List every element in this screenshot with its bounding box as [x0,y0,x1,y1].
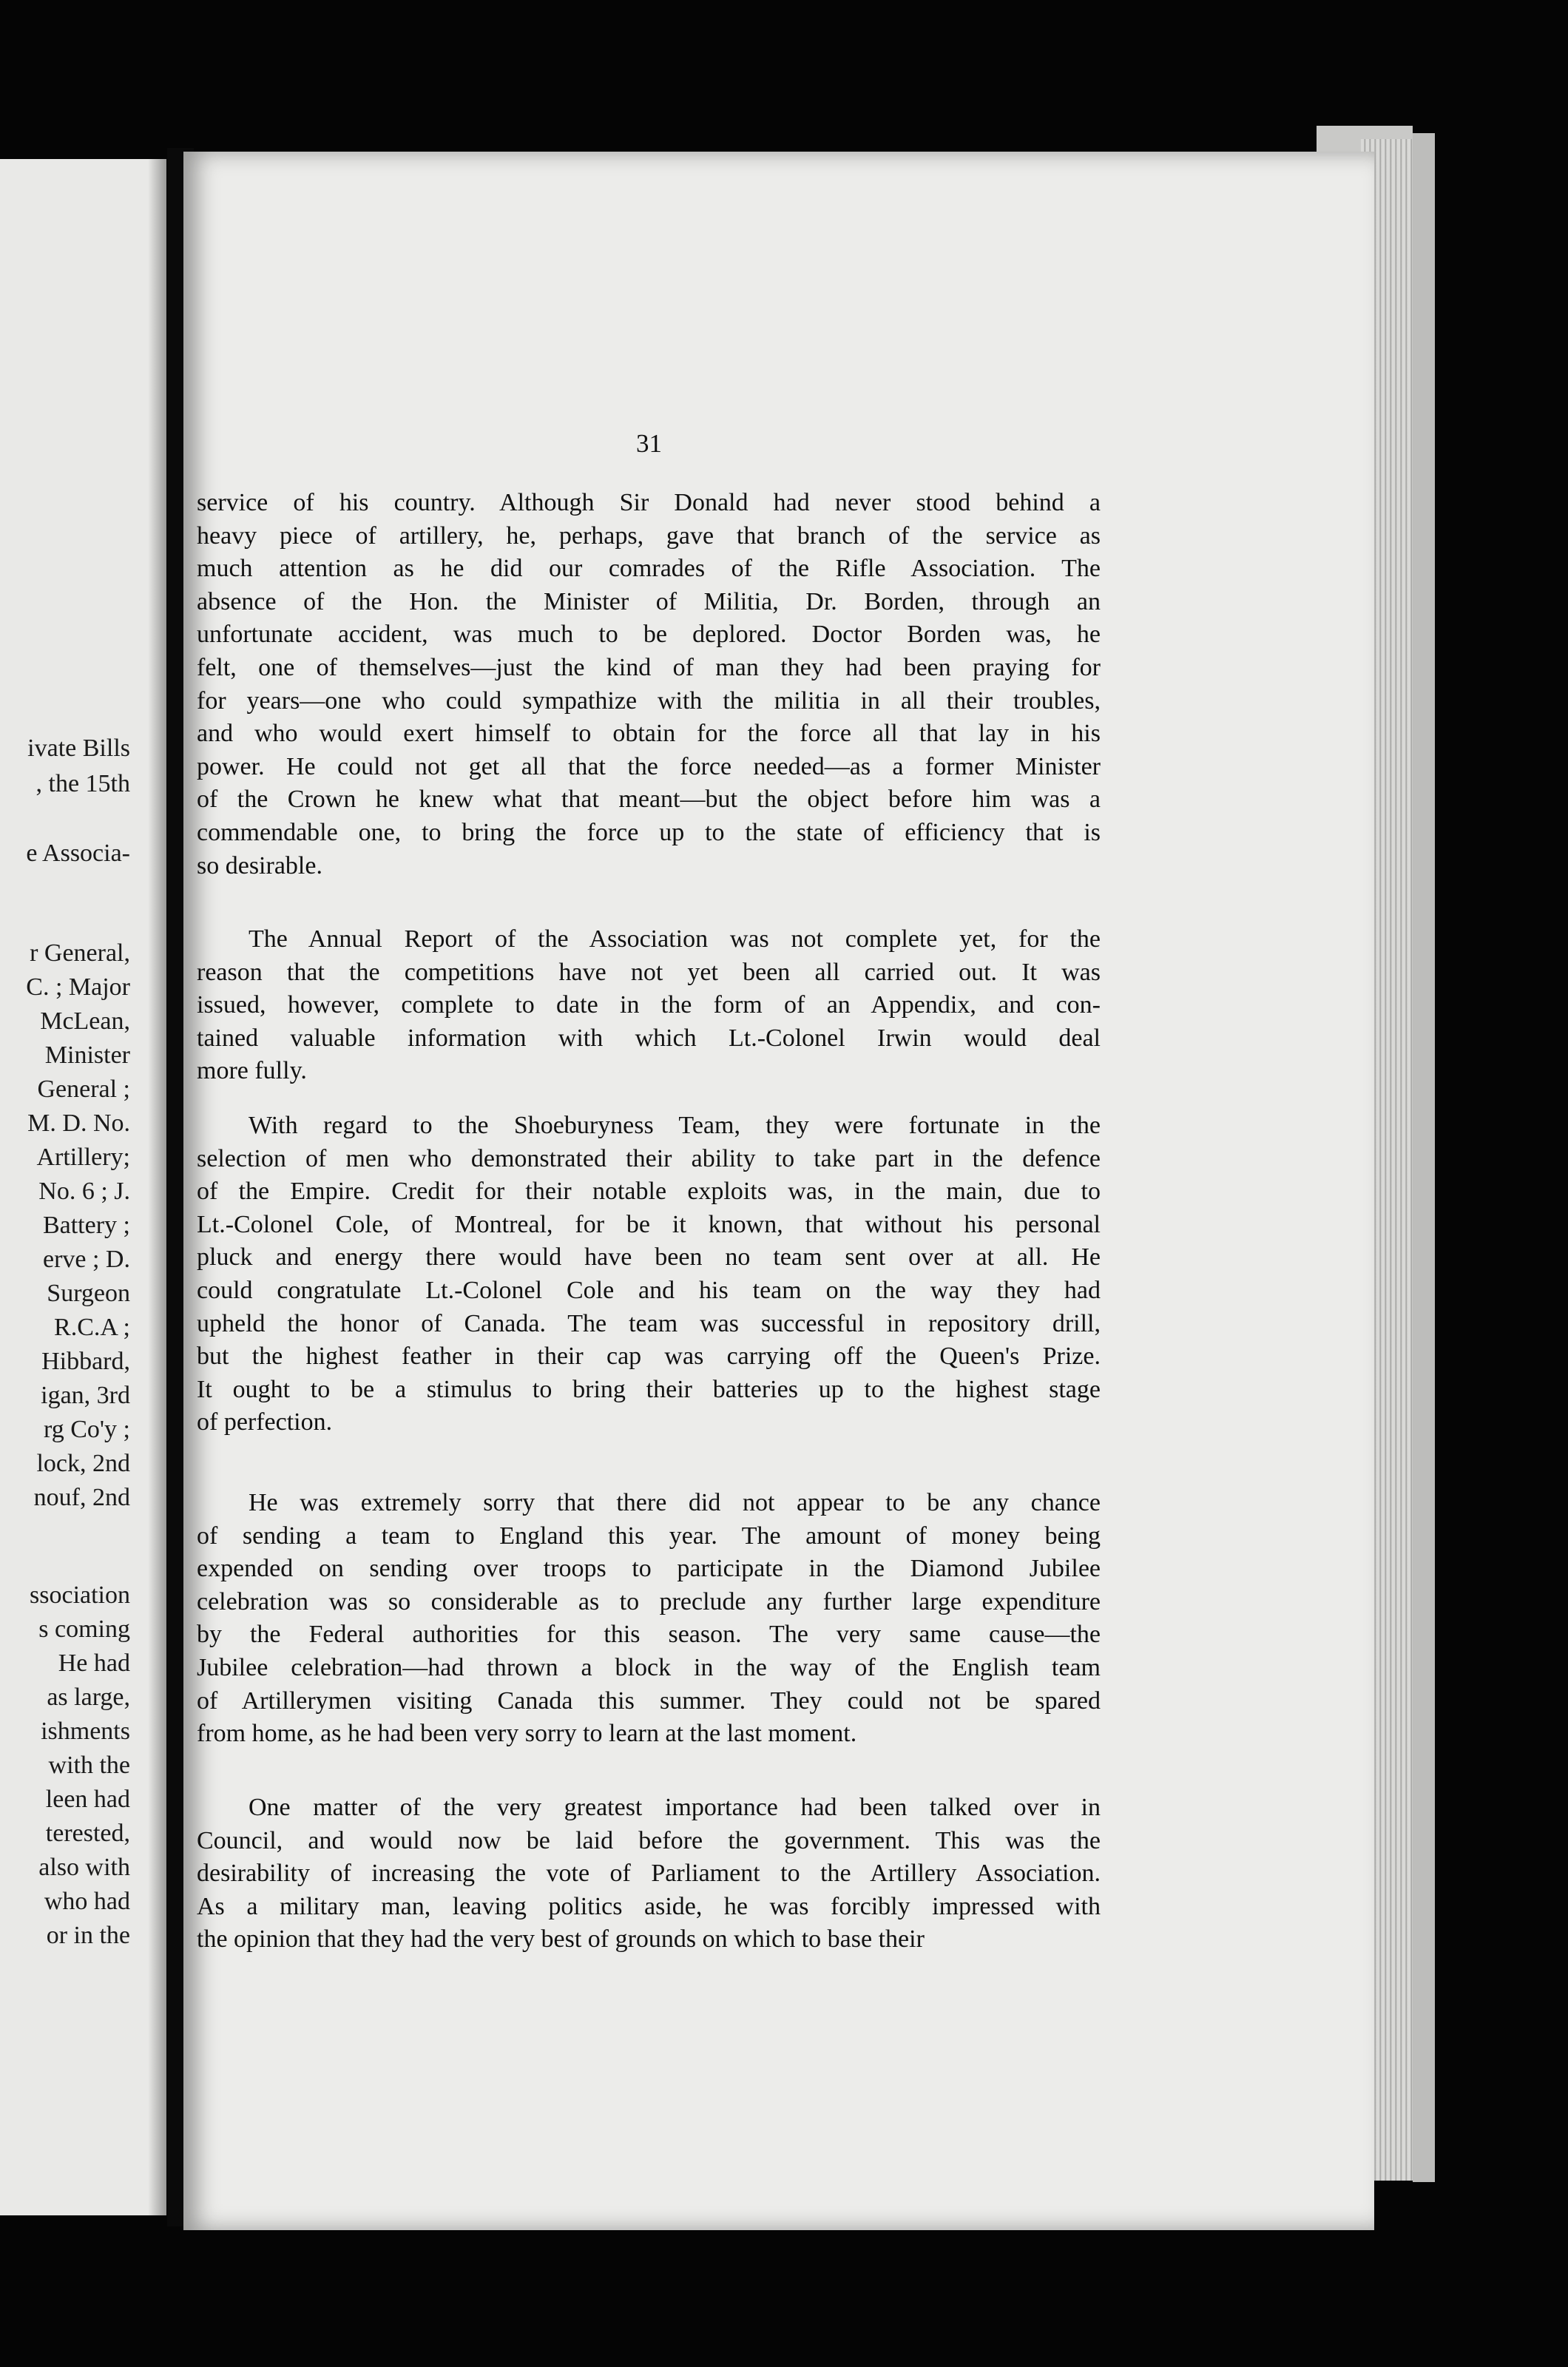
left-page-fragment: terested, [45,1820,130,1847]
text-line: service of his country. Although Sir Donald had never stood behind a [197,489,1101,516]
text-line: Lt.-Colonel Cole, of Montreal, for be it known, that without his personal [197,1210,1101,1238]
text-line: expended on sending over troops to participate in the Diamond Jubilee [197,1555,1101,1583]
text-line: As a military man, leaving politics aside, he was forcibly impressed with [197,1892,1101,1920]
left-page-fragment: igan, 3rd [41,1382,130,1409]
left-page-fragment: ssociation [30,1581,130,1609]
text-line: so desirable. [197,851,322,879]
text-line: felt, one of themselves—just the kind of man they had been praying for [197,653,1101,681]
text-line: of the Empire. Credit for their notable exploits was, in the main, due to [197,1178,1101,1206]
left-page-fragment: General ; [37,1076,130,1103]
left-page-fragment: , the 15th [36,770,130,797]
left-page-fragment: R.C.A ; [54,1314,130,1341]
text-line: issued, however, complete to date in the form of an Appendix, and con- [197,991,1101,1019]
left-page-fragment: with the [48,1752,130,1779]
paragraph-1 [197,487,1101,882]
left-page-fragment: erve ; D. [42,1246,130,1273]
left-page-fragment: s coming [38,1615,130,1643]
paragraph-4 [197,1487,1101,1751]
text-line: desirability of increasing the vote of Parliament to the Artillery Association. [197,1860,1101,1888]
text-line: upheld the honor of Canada. The team was successful in repository drill, [197,1309,1101,1337]
left-page-fragment: C. ; Major [26,973,130,1001]
text-line: of perfection. [197,1408,333,1436]
text-line: could congratulate Lt.-Colonel Cole and his team on the way they had [197,1276,1101,1304]
text-line: commendable one, to bring the force up to the state of efficiency that is [197,818,1101,846]
text-line: With regard to the Shoeburyness Team, they were fortunate in the [249,1112,1101,1139]
text-line: heavy piece of artillery, he, perhaps, gave that branch of the service as [197,521,1101,550]
text-line: tained valuable information with which Lt.-Colonel Irwin would deal [197,1024,1101,1052]
text-line: pluck and energy there would have been no team sent over at all. He [197,1243,1101,1272]
left-page-fragment: ivate Bills [27,735,130,762]
text-line: for years—one who could sympathize with the militia in all their troubles, [197,686,1101,715]
text-line: power. He could not get all that the force needed—as a former Minister [197,752,1101,780]
text-line: of sending a team to England this year. The amount of money being [197,1522,1101,1550]
left-page-fragment: also with [38,1854,130,1881]
text-line: One matter of the very greatest importance had been talked over in [249,1794,1101,1821]
text-line: from home, as he had been very sorry to learn at the last moment. [197,1720,857,1748]
text-line: celebration was so considerable as to preclude any further large expenditure [197,1587,1101,1615]
left-page-fragment: Hibbard, [41,1348,130,1375]
text-line: Council, and would now be laid before the government. This was the [197,1826,1101,1854]
left-page-fragment: or in the [46,1922,130,1949]
text-line: unfortunate accident, was much to be deplored. Doctor Borden was, he [197,621,1101,649]
left-page-fragment: lock, 2nd [36,1450,130,1477]
left-page-fragment: e Associa- [26,840,130,867]
text-line: Jubilee celebration—had thrown a block in the way of the English team [197,1653,1101,1681]
paragraph-5 [197,1792,1101,1956]
paragraph-2 [197,923,1101,1088]
book-cover-edge [1413,133,1435,2182]
left-page-fragment: leen had [45,1786,130,1813]
left-page-fragment: No. 6 ; J. [38,1178,130,1205]
left-page [0,159,166,2215]
page-number: 31 [636,429,662,458]
text-line: The Annual Report of the Association was not complete yet, for the [249,925,1101,953]
text-line: but the highest feather in their cap was carrying off the Queen's Prize. [197,1343,1101,1371]
text-line: absence of the Hon. the Minister of Militia, Dr. Borden, through an [197,587,1101,615]
left-page-fragment: as large, [47,1684,130,1711]
left-page-fragment: ishments [41,1718,130,1745]
text-line: It ought to be a stimulus to bring their batteries up to the highest stage [197,1375,1101,1403]
left-page-fragment: r General, [30,939,130,967]
text-line: more fully. [197,1057,307,1085]
left-page-fragment: rg Co'y ; [44,1416,130,1443]
left-page-fragment: McLean, [40,1007,130,1035]
left-page-fragment: Surgeon [47,1280,130,1307]
left-page-fragment: M. D. No. [27,1110,130,1137]
text-line: the opinion that they had the very best of grounds on which to base their [197,1925,925,1954]
text-line: and who would exert himself to obtain for the force all that lay in his [197,720,1101,748]
left-page-fragment: nouf, 2nd [33,1484,130,1511]
left-page-fragment: Battery ; [42,1212,130,1239]
left-page-fragment: He had [58,1650,130,1677]
text-line: reason that the competitions have not yet been all carried out. It was [197,958,1101,986]
text-line: much attention as he did our comrades of the Rifle Association. The [197,555,1101,583]
text-line: of the Crown he knew what that meant—but the object before him was a [197,786,1101,814]
left-page-fragment: Artillery; [36,1144,130,1171]
left-page-fragment: who had [44,1888,130,1915]
text-line: of Artillerymen visiting Canada this summer. They could not be spared [197,1686,1101,1715]
text-line: by the Federal authorities for this season. The very same cause—the [197,1621,1101,1649]
text-line: selection of men who demonstrated their ability to take part in the defence [197,1144,1101,1172]
paragraph-3 [197,1110,1101,1439]
left-page-fragment: Minister [44,1041,130,1069]
text-line: He was extremely sorry that there did not appear to be any chance [249,1489,1101,1516]
